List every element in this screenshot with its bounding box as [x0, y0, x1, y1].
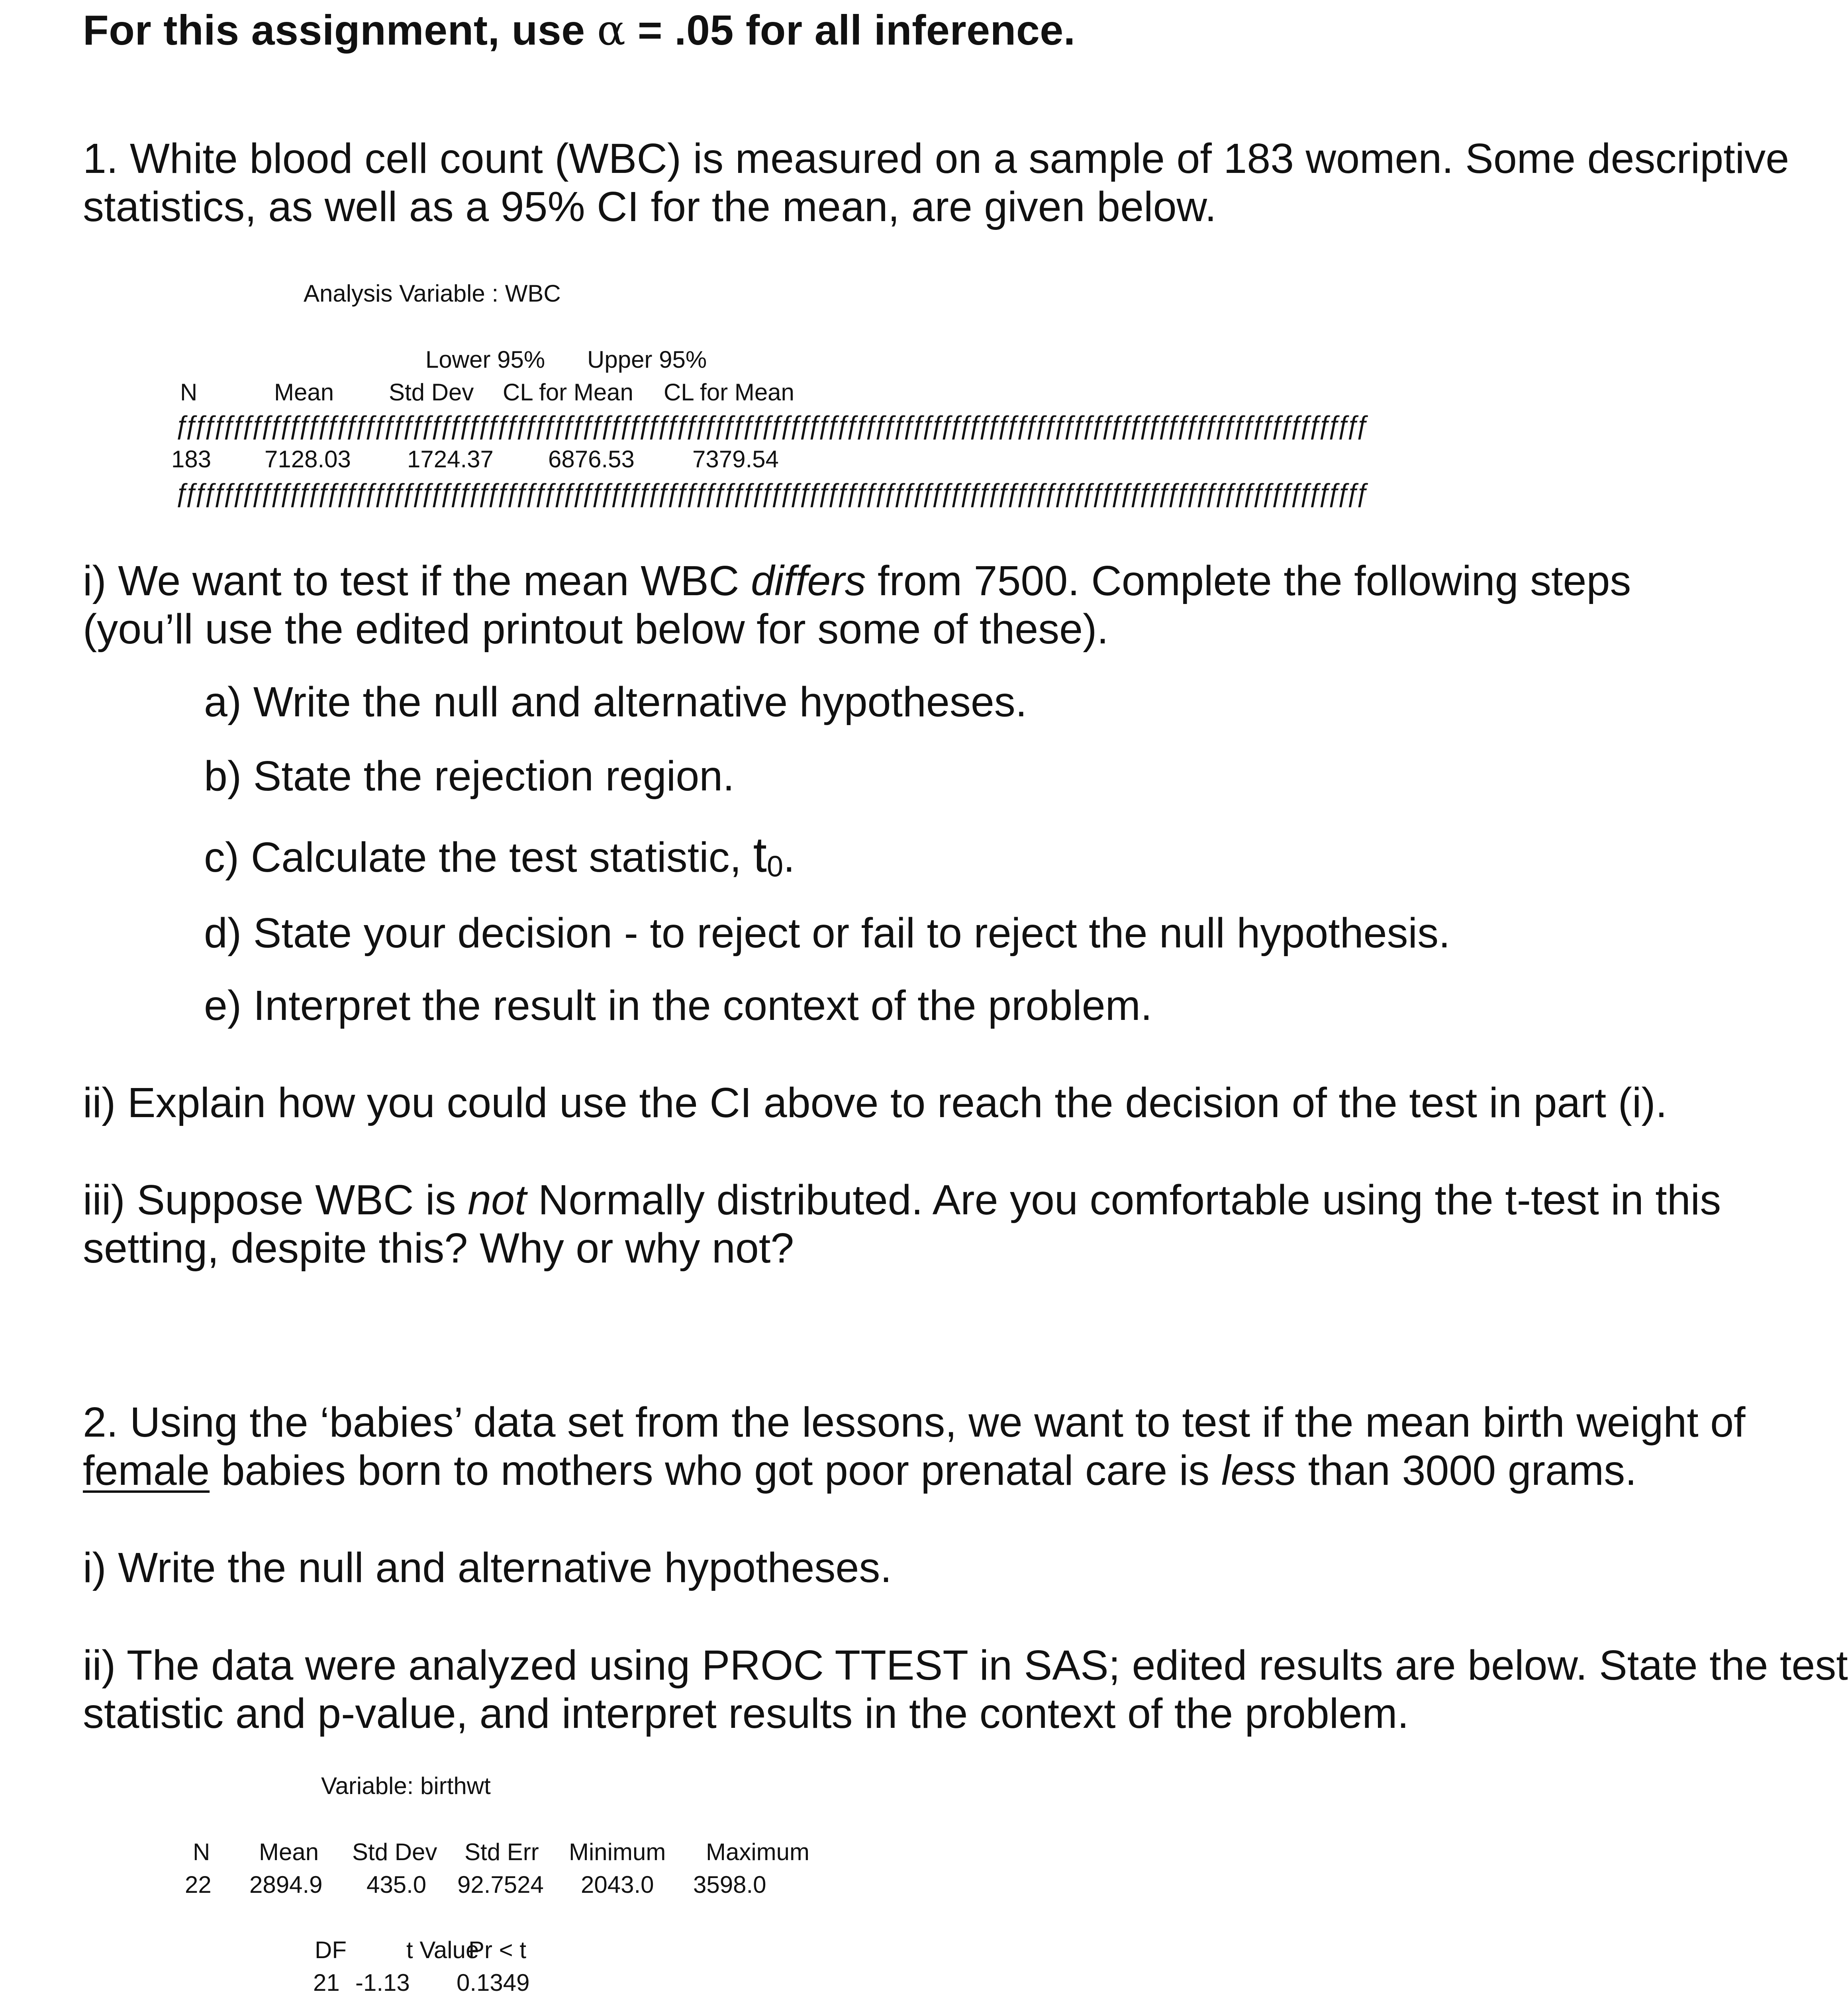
step-b: b) State the rejection region. [204, 753, 735, 800]
emphasis-less: less [1221, 1447, 1297, 1494]
cell-std-dev: 1724.37 [407, 446, 494, 473]
cell-n: 183 [171, 446, 212, 473]
q1-part-ii: ii) Explain how you could use the CI above to reach the decision of the test in part (i). [83, 1079, 1668, 1126]
q1-intro-line1: 1. White blood cell count (WBC) is measured on a sample of 183 women. Some descriptive [83, 135, 1789, 182]
cell-df: 21 [313, 1969, 340, 1992]
q2-part-i: i) Write the null and alternative hypotheses. [83, 1544, 892, 1591]
analysis-variable-label: Analysis Variable : WBC [304, 280, 561, 307]
assignment-heading: For this assignment, use α = .05 for all inference. [83, 6, 1076, 55]
q1-part-i-line2: (you’ll use the edited printout below for some of these). [83, 606, 1109, 653]
cell-t-value: -1.13 [355, 1969, 410, 1992]
cell-n: 22 [185, 1871, 212, 1898]
header-df: DF [315, 1937, 347, 1963]
step-d: d) State your decision - to reject or fail to reject the null hypothesis. [204, 910, 1450, 957]
emphasis-differs: differs [751, 557, 866, 604]
header-mean: Mean [259, 1839, 319, 1865]
cell-mean: 7128.03 [265, 446, 351, 473]
header-upper95: Upper 95% [587, 346, 707, 373]
header-maximum: Maximum [706, 1839, 810, 1865]
q1-part-iii-line2: setting, despite this? Why or why not? [83, 1225, 794, 1272]
alpha-symbol: α [597, 6, 626, 55]
q2-part-ii-line1: ii) The data were analyzed using PROC TTEST in SAS; edited results are below. State the test [83, 1642, 1848, 1689]
separator-line-top: ƒƒƒƒƒƒƒƒƒƒƒƒƒƒƒƒƒƒƒƒƒƒƒƒƒƒƒƒƒƒƒƒƒƒƒƒƒƒƒƒƒƒƒƒƒƒƒƒƒƒƒƒƒƒƒƒƒƒƒƒƒƒƒƒƒƒƒƒƒƒƒƒƒƒƒƒƒƒƒƒƒƒƒƒƒƒƒƒƒƒƒƒƒƒƒƒƒƒƒƒƒƒƒƒƒƒƒƒƒƒƒƒƒƒƒƒƒƒƒƒƒƒƒƒƒƒ [175, 410, 1365, 439]
q2-line1: 2. Using the ‘babies’ data set from the lessons, we want to test if the mean birth weight of [83, 1399, 1746, 1446]
header-minimum: Minimum [569, 1839, 666, 1865]
test-statistic-symbol: t [753, 827, 767, 882]
emphasis-not: not [468, 1176, 527, 1223]
header-pr: Pr < t [468, 1937, 527, 1963]
cell-lower: 6876.53 [548, 446, 635, 473]
q2-line2: female babies born to mothers who got poor prenatal care is less than 3000 grams. [83, 1447, 1637, 1494]
q1-intro-line2: statistics, as well as a 95% CI for the mean, are given below. [83, 183, 1217, 230]
header-std-dev: Std Dev [352, 1839, 437, 1865]
header-t-value: t Value [406, 1937, 479, 1963]
step-e: e) Interpret the result in the context of the problem. [204, 982, 1152, 1029]
header-std-dev: Std Dev [389, 379, 474, 406]
step-a: a) Write the null and alternative hypotheses. [204, 678, 1027, 725]
cell-pr: 0.1349 [457, 1969, 530, 1992]
cell-maximum: 3598.0 [693, 1871, 766, 1898]
header-cl-upper: CL for Mean [664, 379, 794, 406]
cell-std-dev: 435.0 [366, 1871, 427, 1898]
q1-part-i-line1: i) We want to test if the mean WBC differs from 7500. Complete the following steps [83, 557, 1631, 604]
q1-part-iii-line1: iii) Suppose WBC is not Normally distributed. Are you comfortable using the t-test in this [83, 1176, 1721, 1223]
separator-line-bottom: ƒƒƒƒƒƒƒƒƒƒƒƒƒƒƒƒƒƒƒƒƒƒƒƒƒƒƒƒƒƒƒƒƒƒƒƒƒƒƒƒƒƒƒƒƒƒƒƒƒƒƒƒƒƒƒƒƒƒƒƒƒƒƒƒƒƒƒƒƒƒƒƒƒƒƒƒƒƒƒƒƒƒƒƒƒƒƒƒƒƒƒƒƒƒƒƒƒƒƒƒƒƒƒƒƒƒƒƒƒƒƒƒƒƒƒƒƒƒƒƒƒƒƒƒƒƒ [175, 478, 1365, 507]
q2-part-ii-line2: statistic and p-value, and interpret results in the context of the problem. [83, 1690, 1409, 1737]
cell-upper: 7379.54 [692, 446, 779, 473]
header-n: N [193, 1839, 210, 1865]
header-lower95: Lower 95% [425, 346, 545, 373]
cell-minimum: 2043.0 [581, 1871, 654, 1898]
header-cl-lower: CL for Mean [503, 379, 633, 406]
header-n: N [180, 379, 198, 406]
header-std-err: Std Err [464, 1839, 539, 1865]
emphasis-female: female [83, 1447, 210, 1494]
cell-mean: 2894.9 [249, 1871, 323, 1898]
step-c: c) Calculate the test statistic, t0. [204, 827, 795, 883]
header-mean: Mean [274, 379, 334, 406]
variable-label: Variable: birthwt [321, 1772, 491, 1799]
cell-std-err: 92.7524 [457, 1871, 544, 1898]
